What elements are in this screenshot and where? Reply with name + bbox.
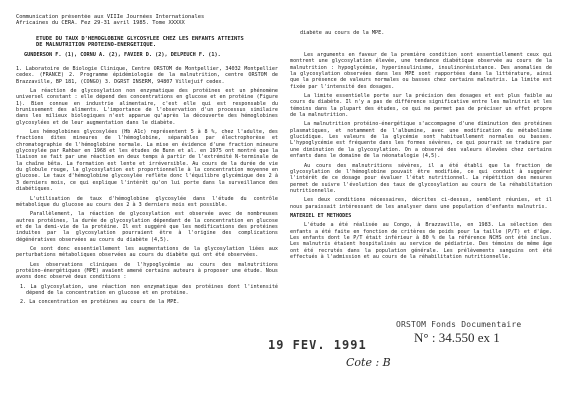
authors: GUNDERSON F. (1), CORNU A. (2), FAVIER D. (2), DELPEUCH F. (1). bbox=[24, 52, 221, 58]
archive-stamp bbox=[396, 320, 526, 346]
stamp-cote: Cote : B bbox=[346, 356, 391, 369]
left-paragraph: Parallèlement, la réaction de glycosylation est observée avec de nombreuses autres protéines, la durée de glycosylation dépendant de la concentration en glucose et de la demi-vie de la protéine. Il est suggéré que les modifications des protéines induites par la glycosylation pourraient être à l'origine des complications dégénératives observées au cours du diabète (4,5). bbox=[16, 211, 278, 243]
date-stamp: 19 FEV. 1991 bbox=[268, 338, 367, 352]
left-list-item: 2. La concentration en protéines au cours de la MPE. bbox=[20, 299, 180, 306]
right-paragraph: La limite essentielle porte sur la précision des dosages et est plus faible au cours du diabète. Il n'y a pas de différence significative entre les malnutris et les témoins dans la plupart des études, ce qui ne permet pas de préciser un effet propre de la malnutrition. bbox=[290, 93, 552, 119]
right-paragraph: Au cours des malnutritions sévères, il a été établi que la fraction de glycosylation de l'hémoglobine pouvait être modifiée, ce qui conduit à suggérer l'intérêt de ce dosage pour évaluer l'état nutritionnel. La répétition des mesures permet de suivre l'évolution des taux de glycosylation au cours de la réhabilitation nutritionnelle. bbox=[290, 162, 552, 194]
header-line-1: Communication présentée aux VIIIe Journées Internationales bbox=[16, 14, 205, 20]
right-paragraph: Les arguments en faveur de la première condition sont essentiellement ceux qui montrent une glycosylation élevée, une tendance diabétique observée au cours de la malnutrition : hypoglycémie, hyperinsulinisme, insulinorésistance. Des anomalies de la glycosylation observées dans les MPE sont rapportées dans la littérature, ainsi que la présence de valeurs normales ou basses chez certains malnutris. La limite est fixée par l'intensité des dosages. bbox=[290, 52, 552, 90]
affiliation: 1. Laboratoire de Biologie Clinique, Centre ORSTOM de Montpellier, 34032 Montpellier cedex. (FRANCE) 2. Programme épidémiologie de la malnutrition, centre ORSTOM de Brazzaville, BP 181, (CONGO) 3. DGRST INSERM, 94807 Villejuif cedex. bbox=[16, 66, 278, 85]
right-paragraph: L'étude a été réalisée au Congo, à Brazzaville, en 1983. La sélection des enfants a été faite en fonction de critères de poids pour la taille (P/T) et d'âge. Les enfants dont le P/T était inférieur à 80 % de la référence NCHS ont été inclus. Les malnutris étaient hospitalisés au service de pédiatrie. Des témoins de même âge ont été recrutés dans la population générale. Les prélèvements sanguins ont été effectués à l'admission et au cours de la réhabilitation nutritionnelle. bbox=[290, 222, 552, 260]
left-paragraph: Les observations cliniques de l'hypoglycémie au cours des malnutritions protéino-énergétiques (MPE) avaient amené certains auteurs à proposer une étude. Nous avons donc observé deux conditions : bbox=[16, 261, 278, 281]
section-heading: MATERIEL ET METHODES bbox=[290, 212, 352, 219]
left-column bbox=[16, 88, 278, 309]
left-list-item: 1. La glycosylation, une réaction non enzymatique des protéines dont l'intensité dépend de la concentration en glucose et en protéine. bbox=[20, 283, 278, 296]
title-line-1: ETUDE DU TAUX D'HEMOGLOBINE GLYCOSYLEE CHEZ LES ENFANTS ATTEINTS bbox=[36, 36, 244, 42]
stamp-number: N° : 34.550 ex 1 bbox=[414, 330, 500, 345]
left-paragraph: La réaction de glycosylation non enzymatique des protéines est un phénomène universel constant : elle dépend des concentrations en glucose et en protéine (Figure 1). Bien connue en industrie alimentaire, c'est elle qui est responsable du brunissement des aliments. L'importance de l'observation d'un processus similaire dans les milieux biologiques n'est apparue qu'après la découverte des hémoglobines glycosylées et de leur augmentation dans le diabète. bbox=[16, 88, 278, 126]
right-column-top-line: diabète au cours de la MPE. bbox=[300, 30, 385, 36]
left-paragraph: Les hémoglobines glycosylées (Hb A1c) représentent 5 à 8 %, chez l'adulte, des fractions dites mineures de l'hémoglobine, séparables par électrophorèse et chromatographie de l'hémoglobine normale. La mise en évidence d'une fraction mineure glycosylée par Rahbar en 1968 et les études de Bunn et al. en 1975 ont montré que la liaison se fait par une réaction en deux temps à partir de l'extrémité N-terminale de la chaîne bêta. La formation est lente et irréversible. Au cours de la durée de vie du globule rouge, la glycosylation est proportionnelle à la concentration moyenne en glucose. Le taux d'hémoglobine glycosylée reflète donc l'équilibre glycémique des 2 à 3 derniers mois, ce qui explique l'intérêt qu'on lui porte dans la surveillance des diabétiques. bbox=[16, 129, 278, 193]
right-paragraph: La malnutrition protéino-énergétique s'accompagne d'une diminution des protéines plasmatiques, et notamment de l'albumine, avec une modification du métabolisme glucidique. Les valeurs de la glycémie sont habituellement normales ou basses. L'hypoglycémie est fréquente dans les formes sévères, ce qui pourrait se traduire par une diminution de la glycosylation. On a observé des valeurs élevées chez certains enfants dans le domaine de la néonatalogie (4,5). bbox=[290, 121, 552, 160]
right-paragraph: Les deux conditions nécessaires, décrites ci-dessus, semblent réunies, et il nous paraissait intéressant de les analyser dans une population d'enfants malnutris. bbox=[290, 197, 552, 210]
header-line-2: Africaines du CERA. Fez 29-31 avril 1985. Tome XXXXX bbox=[16, 20, 185, 26]
left-paragraph: Ce sont donc essentiellement les augmentations de la glycosylation liées aux perturbations métaboliques observées au cours du diabète qui ont été observées. bbox=[16, 245, 278, 259]
right-column bbox=[290, 52, 552, 263]
title-line-2: DE MALNUTRITION PROTEINO-ENERGETIQUE. bbox=[36, 42, 157, 48]
stamp-organization: ORSTOM Fonds Documentaire bbox=[396, 320, 522, 329]
left-paragraph: L'utilisation de taux d'hémoglobine glycosylée dans l'étude du contrôle métabolique du glucose au cours des 2 à 3 derniers mois est possible. bbox=[16, 195, 278, 208]
